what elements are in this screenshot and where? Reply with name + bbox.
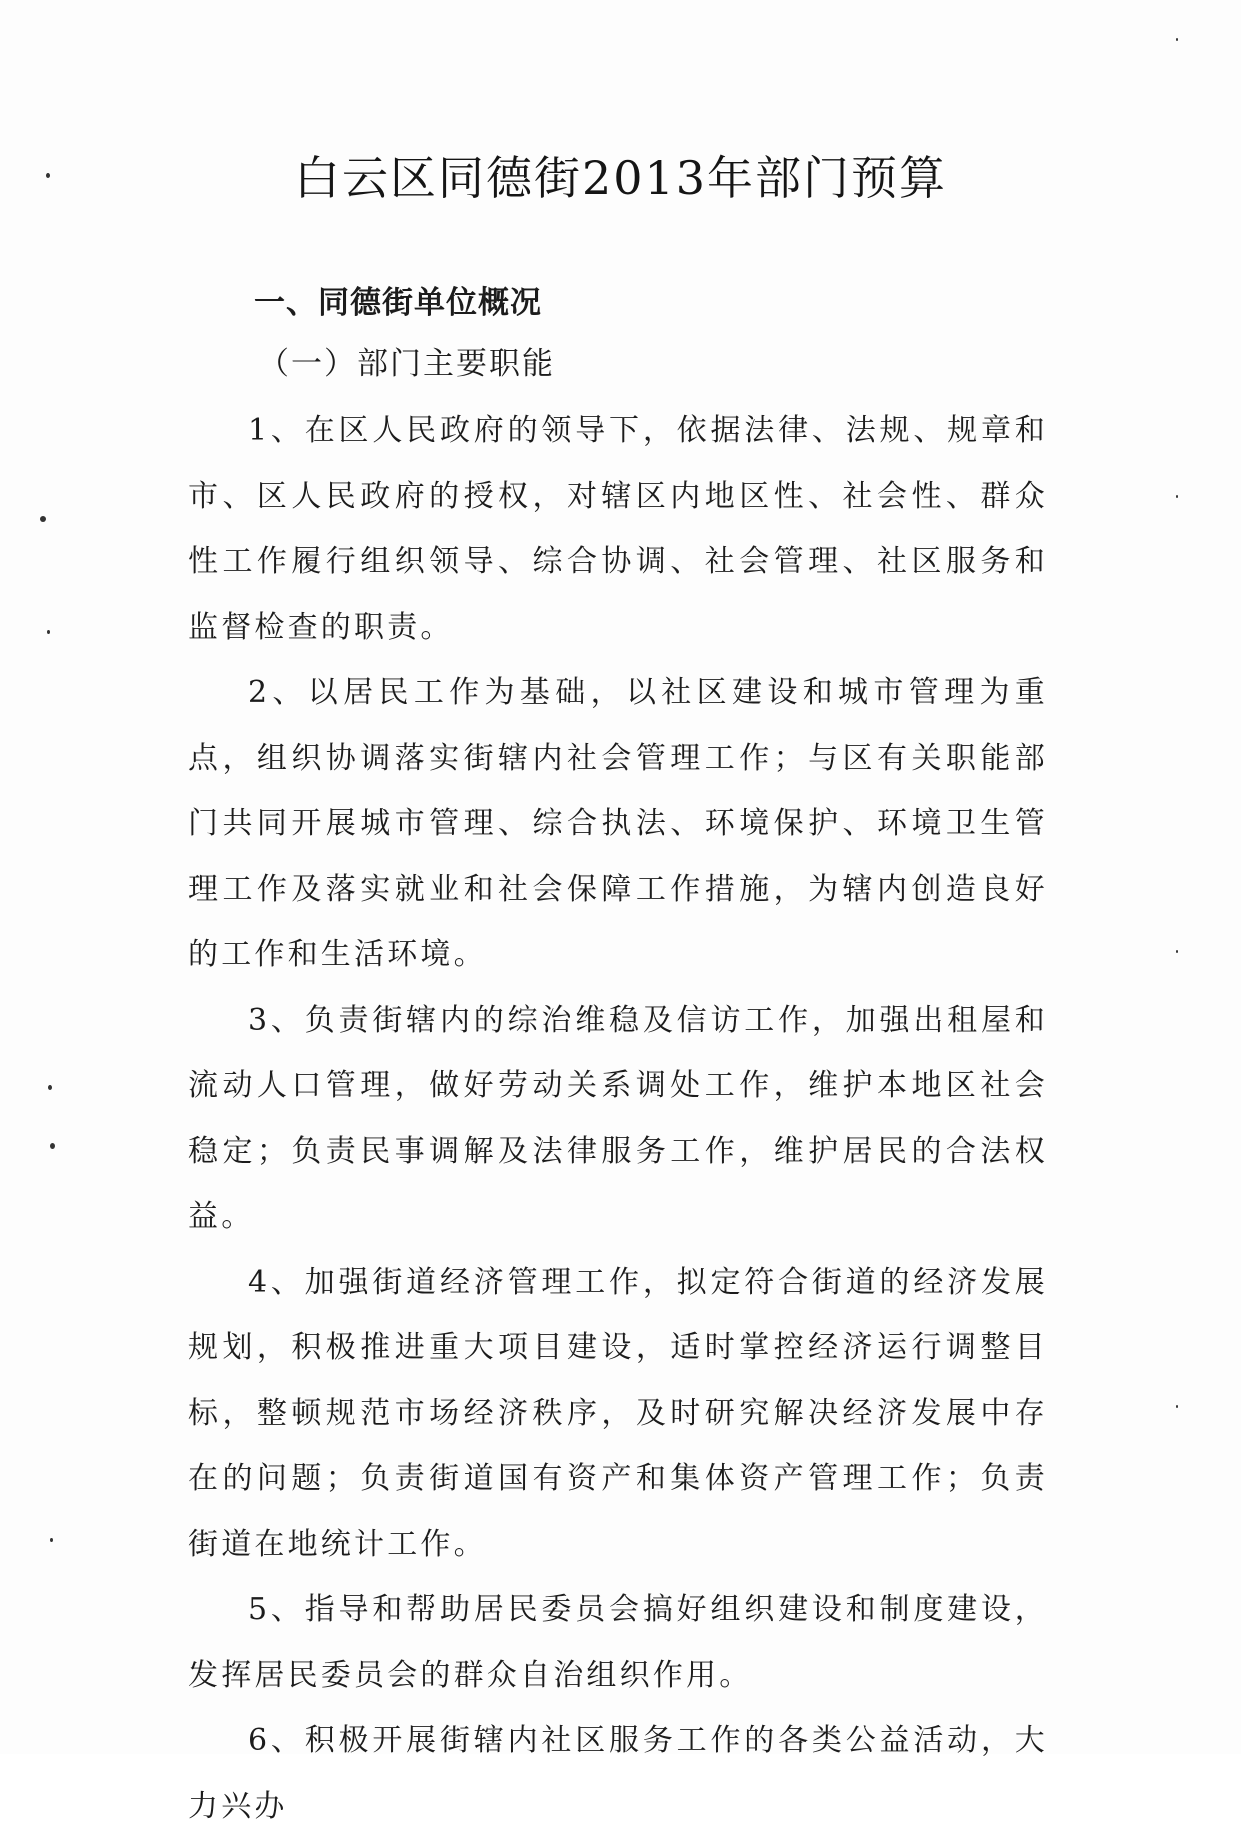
paragraph-1: 1、在区人民政府的领导下，依据法律、法规、规章和市、区人民政府的授权，对辖区内地区性、社会性、群众性工作履行组织领导、综合协调、社会管理、社区服务和监督检查的职责。	[188, 413, 1048, 645]
paragraph-4: 4、加强街道经济管理工作，拟定符合街道的经济发展规划，积极推进重大项目建设，适时掌控经济运行调整目标，整顿规范市场经济秩序，及时研究解决经济发展中存在的问题；负责街道国有资产和集体资产管理工作；负责街道在地统计工作。	[188, 1264, 1048, 1562]
scan-speck	[47, 630, 50, 634]
scan-speck	[50, 1538, 53, 1542]
document-body	[188, 398, 1048, 1839]
paragraph-6: 6、积极开展街辖内社区服务工作的各类公益活动，大力兴办	[188, 1723, 1048, 1824]
subsection-heading: （一）部门主要职能	[258, 346, 555, 382]
section-heading: 一、同德街单位概况	[254, 285, 542, 321]
scan-speck	[1176, 1405, 1178, 1408]
paragraph-5: 5、指导和帮助居民委员会搞好组织建设和制度建设，发挥居民委员会的群众自治组织作用。	[188, 1592, 1048, 1693]
scan-speck	[1176, 38, 1178, 41]
paragraph-3: 3、负责街辖内的综治维稳及信访工作，加强出租屋和流动人口管理，做好劳动关系调处工作，维护本地区社会稳定；负责民事调解及法律服务工作，维护居民的合法权益。	[188, 1002, 1048, 1234]
scan-speck	[40, 516, 46, 522]
document-title: 白云区同德街2013年部门预算	[293, 151, 948, 205]
scan-speck	[50, 1143, 55, 1149]
scan-speck	[46, 173, 50, 178]
paragraph-2: 2、以居民工作为基础，以社区建设和城市管理为重点，组织协调落实街辖内社会管理工作；与区有关职能部门共同开展城市管理、综合执法、环境保护、环境卫生管理工作及落实就业和社会保障工作措施，为辖内创造良好的工作和生活环境。	[188, 675, 1048, 972]
scan-speck	[48, 1085, 52, 1090]
scan-speck	[1176, 950, 1178, 953]
scan-speck	[1176, 495, 1178, 498]
